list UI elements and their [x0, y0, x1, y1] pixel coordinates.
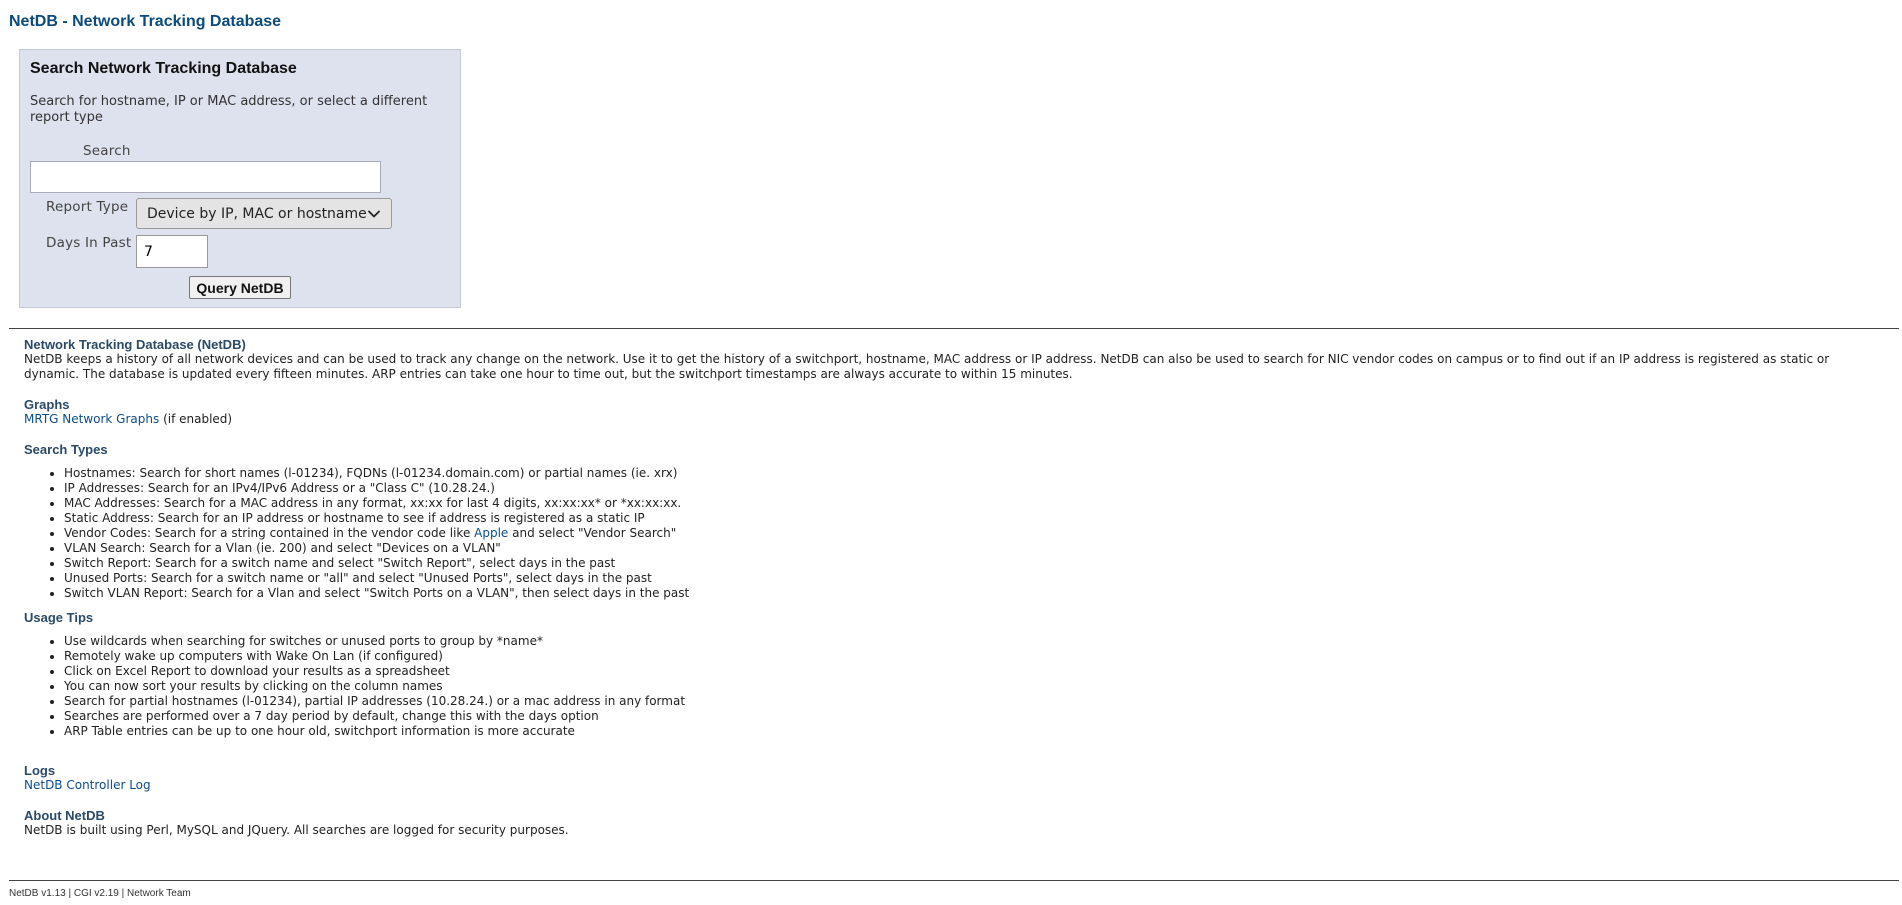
graphs-suffix: (if enabled) [159, 412, 233, 426]
search-label: Search [83, 143, 131, 159]
usage-tips-heading: Usage Tips [24, 610, 94, 625]
page-title: NetDB - Network Tracking Database [9, 13, 282, 30]
search-panel-description: Search for hostname, IP or MAC address, or select a different report type [30, 94, 428, 125]
list-item: • ARP Table entries can be up to one hour old, switchport information is more accurate [64, 724, 1884, 739]
list-item: • Unused Ports: Search for a switch name or "all" and select "Unused Ports", select days in the past [64, 571, 1884, 586]
list-item: • IP Addresses: Search for an IPv4/IPv6 Address or a "Class C" (10.28.24.) [64, 481, 1884, 496]
usage-tips-list [24, 634, 1884, 739]
list-item: • VLAN Search: Search for a Vlan (ie. 200) and select "Devices on a VLAN" [64, 541, 1884, 556]
netdb-overview-text: NetDB keeps a history of all network devices and can be used to track any change on the network. Use it to get the history of a switchport, hostname, MAC address or IP address. NetDB can also be used to search for NIC vendor codes on campus or to find out if an IP address is registered as static or dynamic. The database is updated every fifteen minutes. ARP entries can take one hour to time out, but the switchport timestamps are always accurate to within 15 minutes. [24, 352, 1830, 381]
logs-line [24, 778, 1884, 793]
about-netdb-heading: About NetDB [24, 808, 105, 823]
list-item: • Use wildcards when searching for switches or unused ports to group by *name* [64, 634, 1884, 649]
days-in-past-input[interactable] [136, 235, 208, 268]
days-in-past-label: Days In Past [46, 235, 132, 251]
graphs-line [24, 412, 1884, 427]
bottom-divider [9, 880, 1899, 881]
list-item: • Click on Excel Report to download your results as a spreadsheet [64, 664, 1884, 679]
search-types-heading: Search Types [24, 442, 108, 457]
info-content [24, 337, 1884, 838]
netdb-controller-log-link[interactable]: NetDB Controller Log [24, 778, 151, 792]
list-item: • Hostnames: Search for short names (l-01234), FQDNs (l-01234.domain.com) or partial names (ie. xrx) [64, 466, 1884, 481]
list-item: • Switch VLAN Report: Search for a Vlan and select "Switch Ports on a VLAN", then select days in the past [64, 586, 1884, 601]
list-item: • MAC Addresses: Search for a MAC address in any format, xx:xx for last 4 digits, xx:xx:xx* or *xx:xx:xx. [64, 496, 1884, 511]
report-type-selected-value: Device by IP, MAC or hostname [147, 205, 367, 222]
list-item: • Remotely wake up computers with Wake On Lan (if configured) [64, 649, 1884, 664]
top-divider [9, 328, 1899, 329]
list-item: • Search for partial hostnames (l-01234), partial IP addresses (10.28.24.) or a mac address in any format [64, 694, 1884, 709]
search-panel [19, 49, 461, 308]
about-netdb-text: NetDB is built using Perl, MySQL and JQuery. All searches are logged for security purposes. [24, 823, 569, 837]
list-item: • Static Address: Search for an IP address or hostname to see if address is registered as a static IP [64, 511, 1884, 526]
vendor-codes-suffix: and select "Vendor Search" [508, 526, 677, 540]
report-type-label: Report Type [46, 199, 129, 215]
logs-heading: Logs [24, 763, 56, 778]
search-types-list [24, 466, 1884, 601]
list-item [64, 526, 1884, 541]
list-item: • Searches are performed over a 7 day period by default, change this with the days option [64, 709, 1884, 724]
netdb-overview-heading: Network Tracking Database (NetDB) [24, 337, 246, 352]
chevron-down-icon [367, 207, 381, 221]
query-netdb-button[interactable]: Query NetDB [189, 276, 291, 299]
report-type-select[interactable] [136, 198, 392, 229]
search-input[interactable] [30, 161, 381, 193]
list-item: • Switch Report: Search for a switch name and select "Switch Report", select days in the past [64, 556, 1884, 571]
graphs-heading: Graphs [24, 397, 70, 412]
apple-vendor-link[interactable]: Apple [474, 526, 509, 540]
vendor-codes-prefix: Vendor Codes: Search for a string contained in the vendor code like [64, 526, 475, 540]
mrtg-graphs-link[interactable]: MRTG Network Graphs [24, 412, 160, 426]
search-panel-title: Search Network Tracking Database [30, 60, 297, 77]
footer-version-info: NetDB v1.13 | CGI v2.19 | Network Team [9, 888, 191, 899]
list-item: • You can now sort your results by clicking on the column names [64, 679, 1884, 694]
